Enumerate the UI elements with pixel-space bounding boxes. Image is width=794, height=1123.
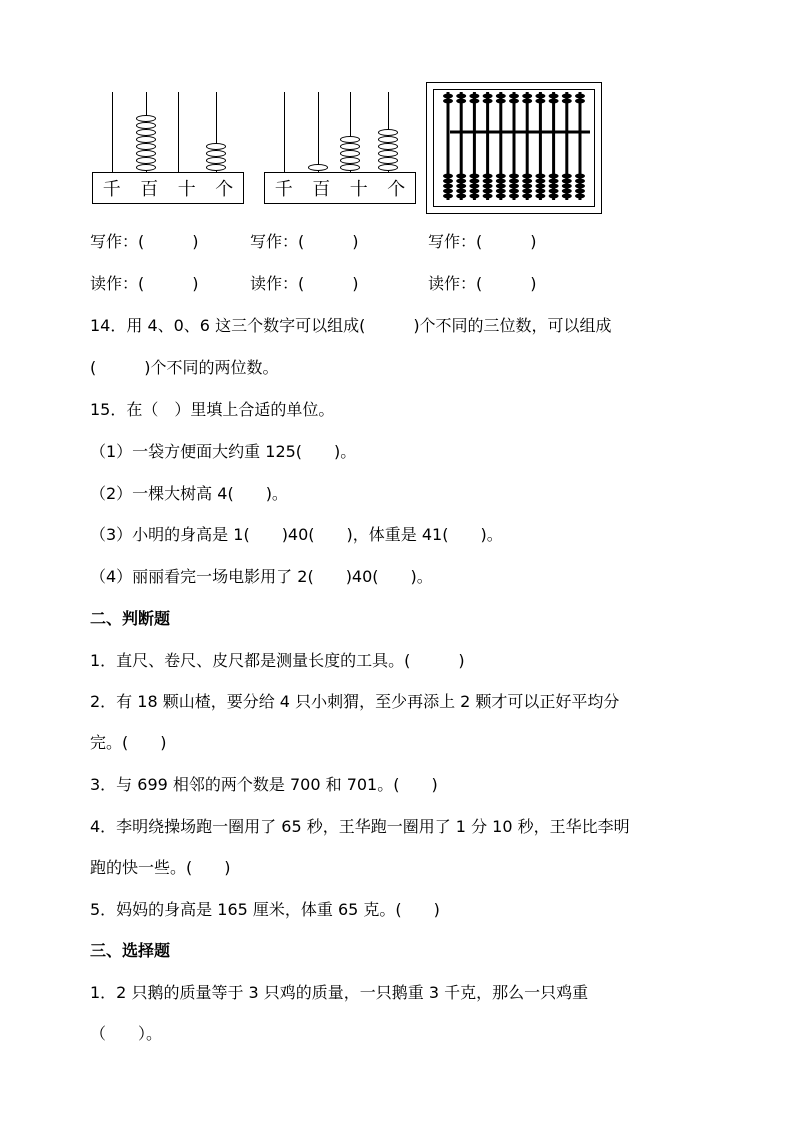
abacus-bead — [562, 174, 572, 179]
abacus-bead — [549, 94, 559, 99]
place-value-label: 个 — [387, 179, 406, 200]
question-line: （3）小明的身高是 1( )40( )，体重是 41( )。 — [90, 525, 503, 544]
abacus-bead — [496, 94, 506, 99]
question-line: （1）一袋方便面大约重 125( )。 — [90, 442, 357, 461]
abacus-bead — [575, 194, 585, 199]
abacus-bead — [562, 99, 572, 104]
abacus-bead — [469, 184, 479, 189]
counter-bead — [136, 129, 156, 136]
abacus-bead — [549, 189, 559, 194]
question-line: 2．有 18 颗山楂，要分给 4 只小刺猬，至少再添上 2 颗才可以正好平均分 — [90, 692, 620, 711]
abacus-bead — [535, 174, 545, 179]
abacus-bead — [469, 94, 479, 99]
abacus-bead — [535, 194, 545, 199]
counter-bead — [136, 164, 156, 171]
abacus-bead — [522, 194, 532, 199]
question-line: 3．与 699 相邻的两个数是 700 和 701。( ) — [90, 775, 438, 794]
abacus-bead — [509, 194, 519, 199]
counter-rod — [112, 92, 113, 172]
abacus-bead — [535, 189, 545, 194]
abacus-bead — [549, 194, 559, 199]
abacus-bead — [509, 94, 519, 99]
question-line: 15．在（ ）里填上合适的单位。 — [90, 400, 335, 419]
counter-bead — [340, 136, 360, 143]
abacus-bead — [575, 179, 585, 184]
counter-bead — [206, 150, 226, 157]
abacus-bead — [456, 99, 466, 104]
abacus-bead — [456, 179, 466, 184]
abacus-bead — [483, 174, 493, 179]
abacus-bead — [443, 94, 453, 99]
counter-rod — [178, 92, 179, 172]
abacus-bead — [509, 189, 519, 194]
place-value-label: 百 — [312, 179, 331, 200]
counting-frame-2 — [264, 92, 414, 204]
abacus-bead — [575, 94, 585, 99]
abacus-bead — [469, 174, 479, 179]
counting-frame-1 — [92, 92, 242, 204]
abacus-bead — [535, 179, 545, 184]
abacus-bead — [469, 179, 479, 184]
question-line: 跑的快一些。( ) — [90, 858, 231, 877]
abacus-bead — [549, 174, 559, 179]
abacus-bead — [496, 184, 506, 189]
abacus-bead — [522, 179, 532, 184]
abacus-bead — [456, 174, 466, 179]
counter-bead — [136, 122, 156, 129]
counter-bead — [136, 143, 156, 150]
counter-bead — [378, 150, 398, 157]
abacus-bead — [575, 174, 585, 179]
place-value-label: 千 — [102, 179, 121, 200]
abacus-bead — [562, 189, 572, 194]
abacus-bead — [575, 184, 585, 189]
place-value-label: 个 — [215, 179, 234, 200]
counter-bead — [340, 157, 360, 164]
question-line: 4．李明绕操场跑一圈用了 65 秒，王华跑一圈用了 1 分 10 秒，王华比李明 — [90, 817, 630, 836]
abacus-bead — [562, 194, 572, 199]
abacus-bead — [469, 194, 479, 199]
abacus-bead — [483, 179, 493, 184]
place-value-label: 十 — [177, 179, 196, 200]
place-value-label: 十 — [349, 179, 368, 200]
place-value-labels — [93, 173, 243, 203]
abacus-bead — [549, 99, 559, 104]
abacus-bead — [535, 94, 545, 99]
counter-bead — [378, 157, 398, 164]
abacus-bead — [483, 194, 493, 199]
counter-bead — [136, 115, 156, 122]
abacus-bead — [509, 179, 519, 184]
question-line: 完。( ) — [90, 733, 167, 752]
abacus-bead — [483, 184, 493, 189]
read-answer-2: 读作：( ) — [250, 274, 359, 293]
abacus-bead — [496, 189, 506, 194]
read-answer-3: 读作：( ) — [428, 274, 537, 293]
abacus-bead — [456, 194, 466, 199]
counter-bead — [206, 164, 226, 171]
abacus-bead — [575, 99, 585, 104]
write-answer-2: 写作：( ) — [250, 232, 359, 251]
abacus-bead — [456, 94, 466, 99]
counter-bead — [206, 157, 226, 164]
read-answer-1: 读作：( ) — [90, 274, 199, 293]
abacus-bead — [483, 94, 493, 99]
abacus-beam — [450, 131, 590, 134]
abacus-bead — [443, 189, 453, 194]
question-line: 1．2 只鹅的质量等于 3 只鸡的质量，一只鹅重 3 千克，那么一只鸡重 — [90, 983, 589, 1002]
question-line: ( )个不同的两位数。 — [90, 358, 279, 377]
place-value-label: 百 — [140, 179, 159, 200]
counter-bead — [378, 143, 398, 150]
abacus-bead — [443, 179, 453, 184]
abacus-bead — [456, 184, 466, 189]
abacus-bead — [496, 99, 506, 104]
abacus-bead — [509, 184, 519, 189]
counter-rod — [318, 92, 319, 172]
section-heading: 二、判断题 — [90, 609, 171, 628]
abacus-bead — [522, 94, 532, 99]
place-value-label: 千 — [274, 179, 293, 200]
abacus-bead — [496, 174, 506, 179]
counter-bead — [340, 150, 360, 157]
abacus-bead — [562, 184, 572, 189]
write-answer-1: 写作：( ) — [90, 232, 199, 251]
counter-bead — [340, 143, 360, 150]
abacus-bead — [469, 99, 479, 104]
abacus-bead — [549, 184, 559, 189]
counter-bead — [136, 150, 156, 157]
abacus-bead — [509, 99, 519, 104]
abacus-figure — [426, 82, 602, 214]
abacus-bead — [549, 179, 559, 184]
abacus-bead — [522, 189, 532, 194]
abacus-bead — [509, 174, 519, 179]
abacus-bead — [522, 99, 532, 104]
counter-bead — [340, 164, 360, 171]
abacus-bead — [522, 184, 532, 189]
counter-bead — [378, 164, 398, 171]
abacus-bead — [535, 184, 545, 189]
abacus-bead — [562, 94, 572, 99]
section-heading: 三、选择题 — [90, 941, 171, 960]
abacus-bead — [535, 99, 545, 104]
abacus-bead — [575, 189, 585, 194]
counter-base — [264, 172, 416, 204]
abacus-bead — [443, 184, 453, 189]
abacus-bead — [443, 99, 453, 104]
counter-bead — [378, 136, 398, 143]
abacus-inner-frame — [433, 89, 595, 207]
question-line: 14．用 4、0、6 这三个数字可以组成( )个不同的三位数，可以组成 — [90, 316, 612, 335]
write-answer-3: 写作：( ) — [428, 232, 537, 251]
question-line: 1．直尺、卷尺、皮尺都是测量长度的工具。( ) — [90, 651, 465, 670]
abacus-drawing — [434, 90, 594, 206]
counter-bead — [206, 143, 226, 150]
abacus-bead — [443, 194, 453, 199]
abacus-bead — [562, 179, 572, 184]
counter-base — [92, 172, 244, 204]
abacus-bead — [456, 189, 466, 194]
counter-bead — [308, 164, 328, 171]
counter-bead — [378, 129, 398, 136]
question-line: （ ）。 — [90, 1024, 163, 1043]
abacus-bead — [443, 174, 453, 179]
abacus-bead — [483, 99, 493, 104]
abacus-bead — [483, 189, 493, 194]
abacus-bead — [496, 179, 506, 184]
question-line: （4）丽丽看完一场电影用了 2( )40( )。 — [90, 567, 433, 586]
question-line: 5．妈妈的身高是 165 厘米，体重 65 克。( ) — [90, 900, 440, 919]
counter-bead — [136, 136, 156, 143]
abacus-bead — [522, 174, 532, 179]
abacus-bead — [469, 189, 479, 194]
counter-bead — [136, 157, 156, 164]
counter-rod — [284, 92, 285, 172]
abacus-bead — [496, 194, 506, 199]
place-value-labels — [265, 173, 415, 203]
question-line: （2）一棵大树高 4( )。 — [90, 484, 288, 503]
